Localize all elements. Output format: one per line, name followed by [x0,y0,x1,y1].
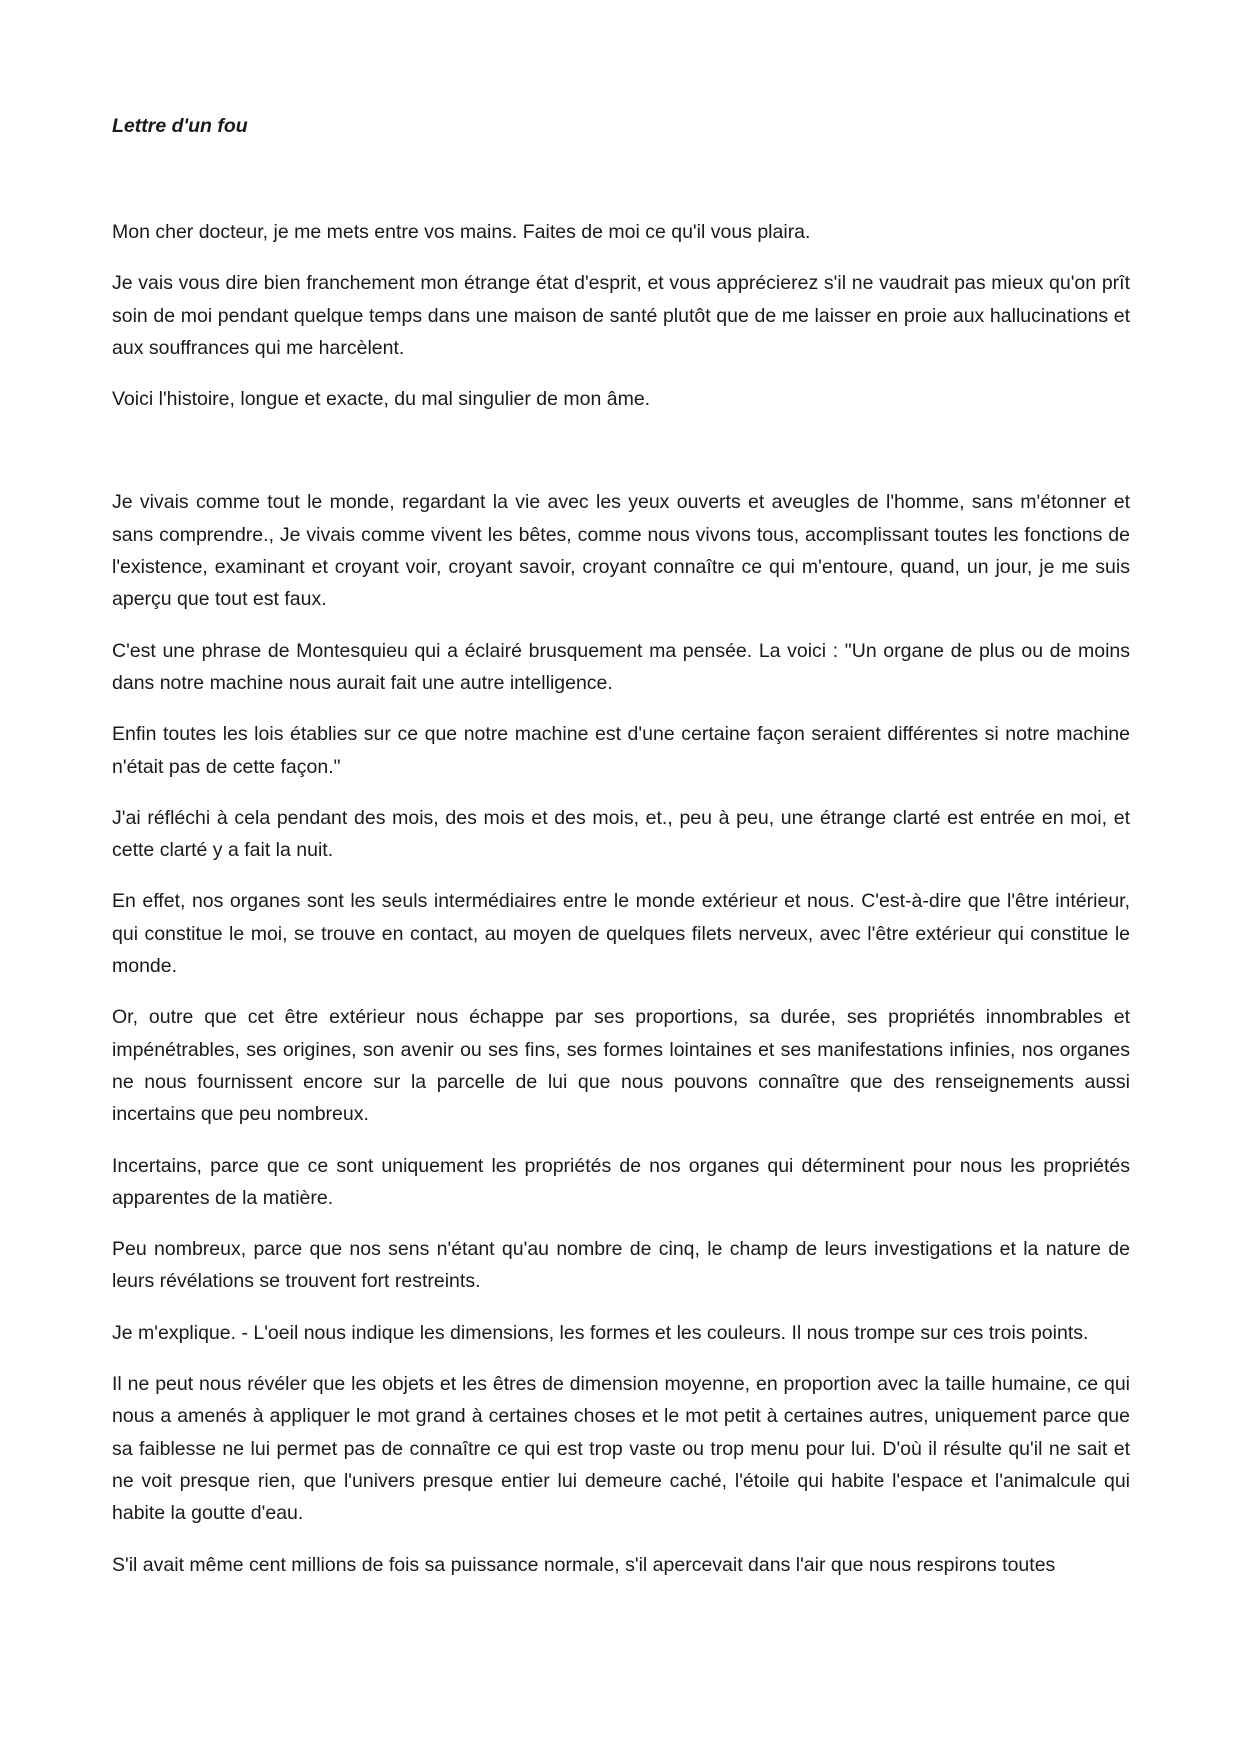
document-body [112,216,1130,1600]
paragraph: S'il avait même cent millions de fois sa puissance normale, s'il apercevait dans l'air que nous respirons toutes [112,1553,1056,1576]
paragraph: J'ai réfléchi à cela pendant des mois, des mois et des mois, et., peu à peu, une étrange clarté est entrée en moi, et cette clarté y a fait la nuit. [112,806,1130,862]
paragraph: Je vivais comme tout le monde, regardant la vie avec les yeux ouverts et aveugles de l'homme, sans m'étonner et sans comprendre., Je vivais comme vivent les bêtes, comme nous vivons tous, accomplissant toutes les fonctions de l'existence, examinant et croyant voir, croyant savoir, croyant connaître ce qui m'entoure, quand, un jour, je me suis aperçu que tout est faux. [112,491,1130,611]
paragraph: Voici l'histoire, longue et exacte, du mal singulier de mon âme. [112,388,651,411]
section-spacer [112,434,1130,486]
paragraph: Or, outre que cet être extérieur nous échappe par ses proportions, sa durée, ses propriétés innombrables et impénétrables, ses origines, son avenir ou ses fins, ses formes lointaines et ses manifestations infinies, nos organes ne nous fournissent encore sur la parcelle de lui que nous pouvons connaître que des renseignements aussi incertains que peu nombreux. [112,1006,1130,1126]
paragraph: En effet, nos organes sont les seuls intermédiaires entre le monde extérieur et nous. C'est-à-dire que l'être intérieur, qui constitue le moi, se trouve en contact, au moyen de quelques filets nerveux, avec l'être extérieur qui constitue le monde. [112,890,1130,978]
paragraph: Mon cher docteur, je me mets entre vos mains. Faites de moi ce qu'il vous plaira. [112,221,811,243]
paragraph: Je vais vous dire bien franchement mon étrange état d'esprit, et vous apprécierez s'il ne vaudrait pas mieux qu'on prît soin de moi pendant quelque temps dans une maison de santé plutôt que de me laisser en proie aux hallucinations et aux souffrances qui me harcèlent. [112,272,1130,359]
paragraph: Il ne peut nous révéler que les objets et les êtres de dimension moyenne, en proportion avec la taille humaine, ce qui nous a amenés à appliquer le mot grand à certaines choses et le mot petit à certaines autres, uniquement parce que sa faiblesse ne lui permet pas de connaître ce qui est trop vaste ou trop menu pour lui. D'où il résulte qu'il ne sait et ne voit presque rien, que l'univers presque entier lui demeure caché, l'étoile qui habite l'espace et l'animalcule qui habite la goutte d'eau. [112,1373,1130,1525]
paragraph: Peu nombreux, parce que nos sens n'étant qu'au nombre de cinq, le champ de leurs investigations et la nature de leurs révélations se trouvent fort restreints. [112,1238,1130,1293]
paragraph: C'est une phrase de Montesquieu qui a éclairé brusquement ma pensée. La voici : "Un organe de plus ou de moins dans notre machine nous aurait fait une autre intelligence. [112,639,1130,694]
paragraph: Je m'explique. - L'oeil nous indique les dimensions, les formes et les couleurs. Il nous trompe sur ces trois points. [112,1321,1089,1344]
paragraph: Enfin toutes les lois établies sur ce que notre machine est d'une certaine façon seraient différentes si notre machine n'était pas de cette façon." [112,723,1130,778]
document-title: Lettre d'un fou [112,115,248,137]
paragraph: Incertains, parce que ce sont uniquement les propriétés de nos organes qui déterminent pour nous les propriétés apparentes de la matière. [112,1154,1130,1209]
